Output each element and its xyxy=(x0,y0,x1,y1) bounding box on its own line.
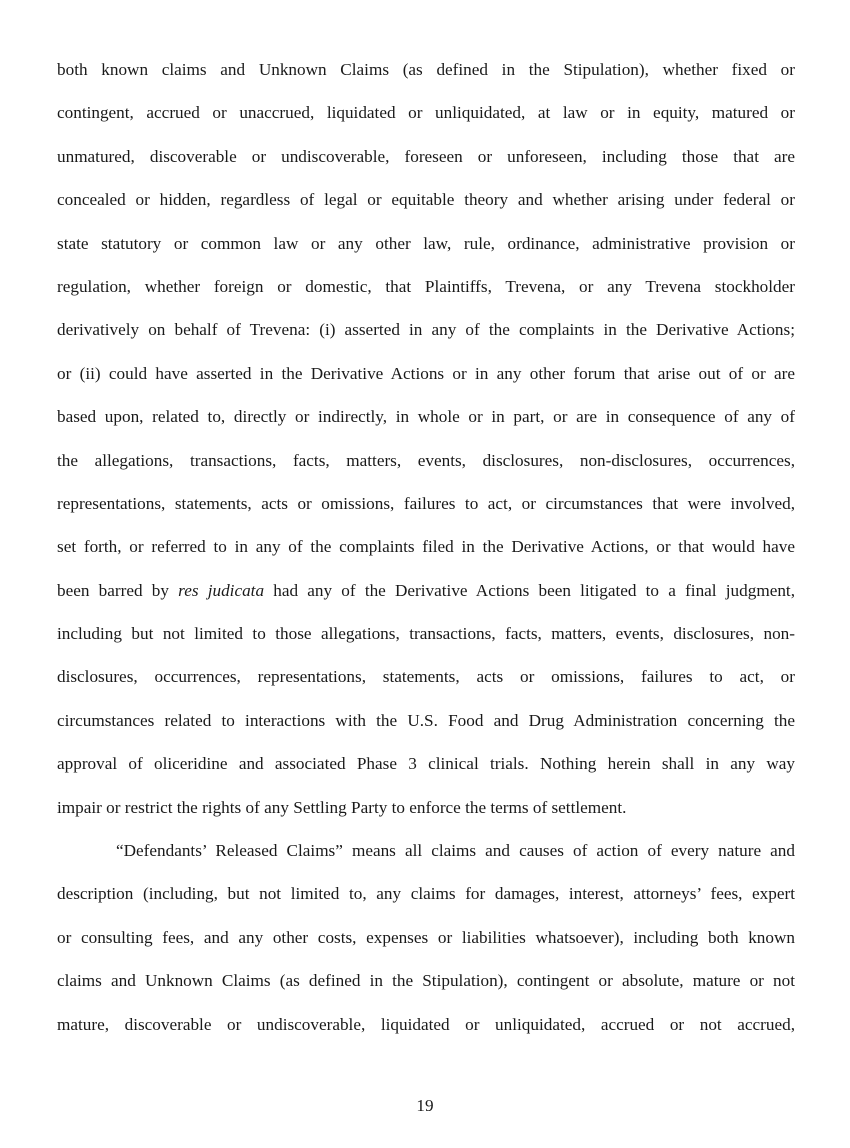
document-body xyxy=(57,48,795,1046)
text-segment: had any of the Derivative Actions been litigated to a final judgment, xyxy=(264,580,795,600)
italic-term-res-judicata: res judicata xyxy=(178,580,265,600)
text-line: state statutory or common law or any other law, rule, ordinance, administrative provision or xyxy=(57,233,795,253)
text-line: both known claims and Unknown Claims (as defined in the Stipulation), whether fixed or xyxy=(57,60,795,79)
page-number: 19 xyxy=(416,1096,434,1115)
text-line: unmatured, discoverable or undiscoverable, foreseen or unforeseen, including those that are xyxy=(57,146,795,166)
text-line: disclosures, occurrences, representations, statements, acts or omissions, failures to act, or xyxy=(57,667,795,687)
text-line: derivatively on behalf of Trevena: (i) asserted in any of the complaints in the Derivative Actions; xyxy=(57,320,795,340)
text-line: mature, discoverable or undiscoverable, liquidated or unliquidated, accrued or not accrued, xyxy=(57,1014,795,1034)
text-line: approval of oliceridine and associated Phase 3 clinical trials. Nothing herein shall in any way xyxy=(57,754,795,774)
text-line: regulation, whether foreign or domestic, that Plaintiffs, Trevena, or any Trevena stockholder xyxy=(57,276,795,296)
text-line: based upon, related to, directly or indirectly, in whole or in part, or are in consequence of any of xyxy=(57,407,795,427)
text-line: concealed or hidden, regardless of legal or equitable theory and whether arising under federal or xyxy=(57,190,795,210)
text-line: the allegations, transactions, facts, matters, events, disclosures, non-disclosures, occurrences, xyxy=(57,450,795,470)
text-segment: been barred by xyxy=(57,580,179,600)
text-line-res-judicata xyxy=(57,569,795,612)
text-line: including but not limited to those allegations, transactions, facts, matters, events, disclosures, non- xyxy=(57,624,795,644)
text-line: set forth, or referred to in any of the complaints filed in the Derivative Actions, or that would have xyxy=(57,537,795,557)
text-line: contingent, accrued or unaccrued, liquidated or unliquidated, at law or in equity, matured or xyxy=(57,103,795,123)
text-line: or consulting fees, and any other costs, expenses or liabilities whatsoever), including both known xyxy=(57,927,795,947)
text-line-paragraph-start: “Defendants’ Released Claims” means all claims and causes of action of every nature and xyxy=(116,841,795,861)
text-line: claims and Unknown Claims (as defined in the Stipulation), contingent or absolute, mature or not xyxy=(57,971,795,991)
text-line: representations, statements, acts or omissions, failures to act, or circumstances that were involved, xyxy=(57,493,795,513)
text-line: or (ii) could have asserted in the Derivative Actions or in any other forum that arise out of or are xyxy=(57,363,795,383)
text-line: circumstances related to interactions with the U.S. Food and Drug Administration concerning the xyxy=(57,710,795,730)
text-line: description (including, but not limited to, any claims for damages, interest, attorneys’ fees, expert xyxy=(57,884,795,904)
text-line: impair or restrict the rights of any Settling Party to enforce the terms of settlement. xyxy=(57,797,627,817)
